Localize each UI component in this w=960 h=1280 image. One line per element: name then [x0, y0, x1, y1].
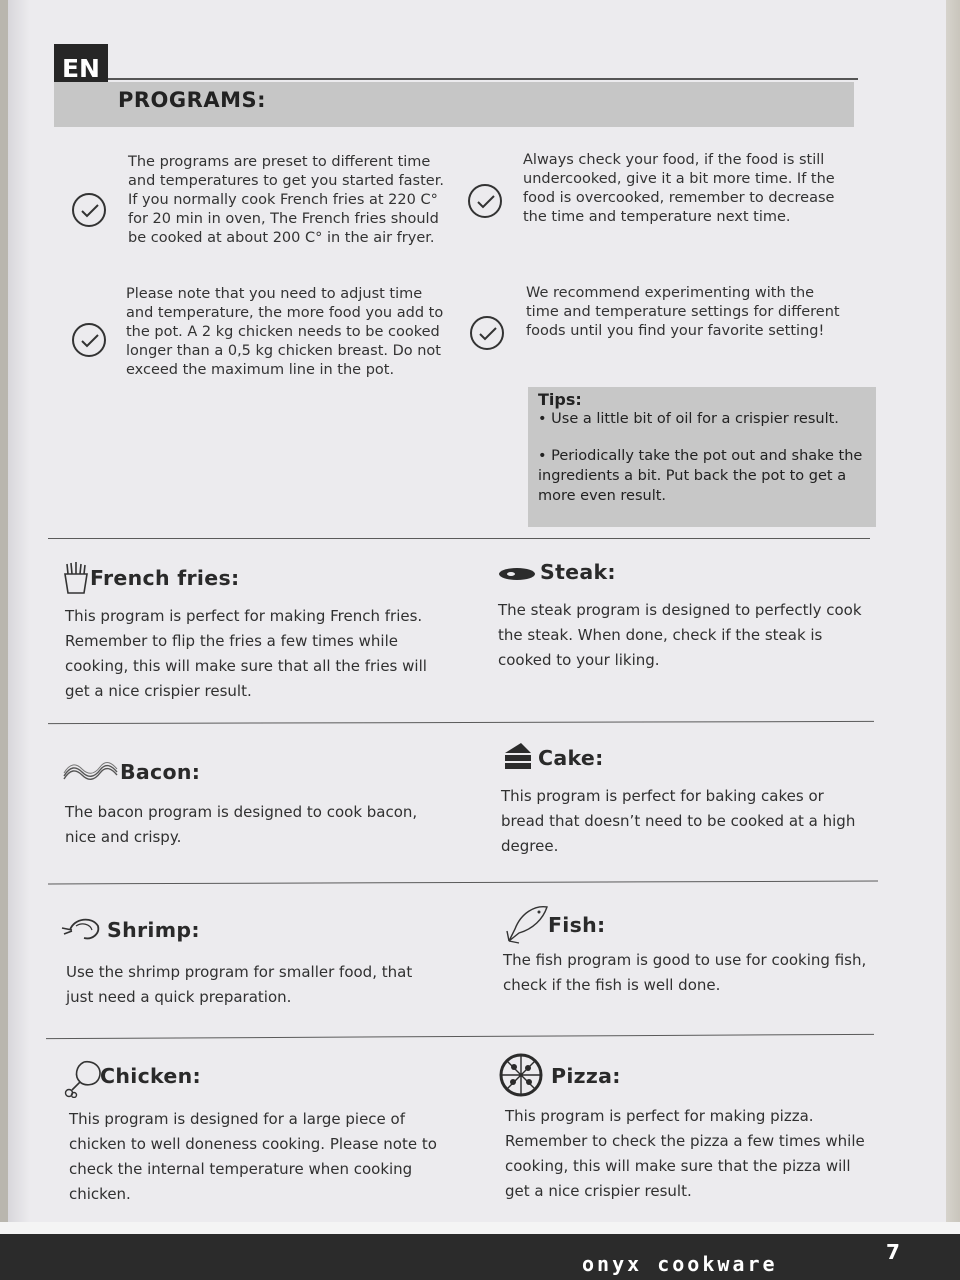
- check-icon: [72, 193, 106, 227]
- brand-logo: onyx cookware: [582, 1252, 778, 1276]
- program-title-chicken: Chicken:: [100, 1064, 201, 1088]
- check-icon: [470, 316, 504, 350]
- program-title-cake: Cake:: [538, 746, 604, 770]
- program-text-chicken: This program is designed for a large piece of chicken to well doneness cooking. Please note to check the internal temperature when cooking chicken.: [69, 1110, 437, 1203]
- intro-paragraph-adjust: Please note that you need to adjust time and temperature, the more food you add to the pot. A 2 kg chicken needs to be cooked longer than a 0,5 kg chicken breast. Do not exceed the maximum line in the pot.: [126, 286, 444, 378]
- tips-title: Tips:: [538, 390, 582, 409]
- intro-paragraph-check-food: Always check your food, if the food is still undercooked, give it a bit more time. If the food is overcooked, remember to decrease the time and temperature next time.: [523, 152, 835, 225]
- program-text-steak: The steak program is designed to perfectly cook the steak. When done, check if the steak is cooked to your liking.: [498, 601, 862, 669]
- program-title-fish: Fish:: [548, 913, 606, 937]
- program-text-bacon: The bacon program is designed to cook bacon, nice and crispy.: [65, 803, 418, 846]
- program-text-cake: This program is perfect for baking cakes or bread that doesn’t need to be cooked at a high degree.: [501, 787, 856, 855]
- program-title-steak: Steak:: [540, 560, 616, 584]
- program-text-pizza: This program is perfect for making pizza. Remember to check the pizza a few times while cooking, this will make sure that the pizza will get a nice crispier result.: [505, 1107, 865, 1200]
- program-text-french-fries: This program is perfect for making French fries. Remember to flip the fries a few times while cooking, this will make sure that all the fries will get a nice crispier result.: [65, 607, 427, 700]
- intro-paragraph-experiment: We recommend experimenting with the time and temperature settings for different foods until you find your favorite setting!: [526, 285, 840, 339]
- intro-paragraph-presets: The programs are preset to different time and temperatures to get you started faster. If you normally cook French fries at 220 C° for 20 min in oven, The French fries should be cooked at about 200 C° in the air fryer.: [128, 154, 444, 246]
- language-badge: EN: [54, 44, 108, 92]
- program-title-shrimp: Shrimp:: [107, 918, 200, 942]
- fish-icon: [505, 903, 549, 949]
- bacon-icon: [62, 762, 118, 786]
- steak-icon: [498, 566, 536, 586]
- page-number: 7: [886, 1240, 900, 1264]
- section-divider: [48, 538, 870, 539]
- pizza-icon: [499, 1053, 543, 1101]
- tip-shake: • Periodically take the pot out and shake the ingredients a bit. Put back the pot to get a more even result.: [538, 448, 863, 504]
- tips-box: [528, 387, 876, 527]
- check-icon: [72, 323, 106, 357]
- program-text-shrimp: Use the shrimp program for smaller food, that just need a quick preparation.: [66, 963, 413, 1006]
- program-title-pizza: Pizza:: [551, 1064, 621, 1088]
- footer-bar: [0, 1222, 960, 1280]
- program-text-fish: The fish program is good to use for cooking fish, check if the fish is well done.: [503, 951, 867, 994]
- cake-icon: [503, 741, 533, 775]
- tip-oil: • Use a little bit of oil for a crispier result.: [538, 411, 839, 427]
- header-rule: [108, 78, 858, 80]
- shrimp-icon: [60, 914, 102, 948]
- chicken-icon: [62, 1060, 104, 1102]
- page-edge: [946, 0, 960, 1280]
- french-fries-icon: [62, 562, 90, 598]
- program-title-bacon: Bacon:: [120, 760, 201, 784]
- page-title: PROGRAMS:: [118, 88, 266, 112]
- program-title-french-fries: French fries:: [90, 566, 240, 590]
- check-icon: [468, 184, 502, 218]
